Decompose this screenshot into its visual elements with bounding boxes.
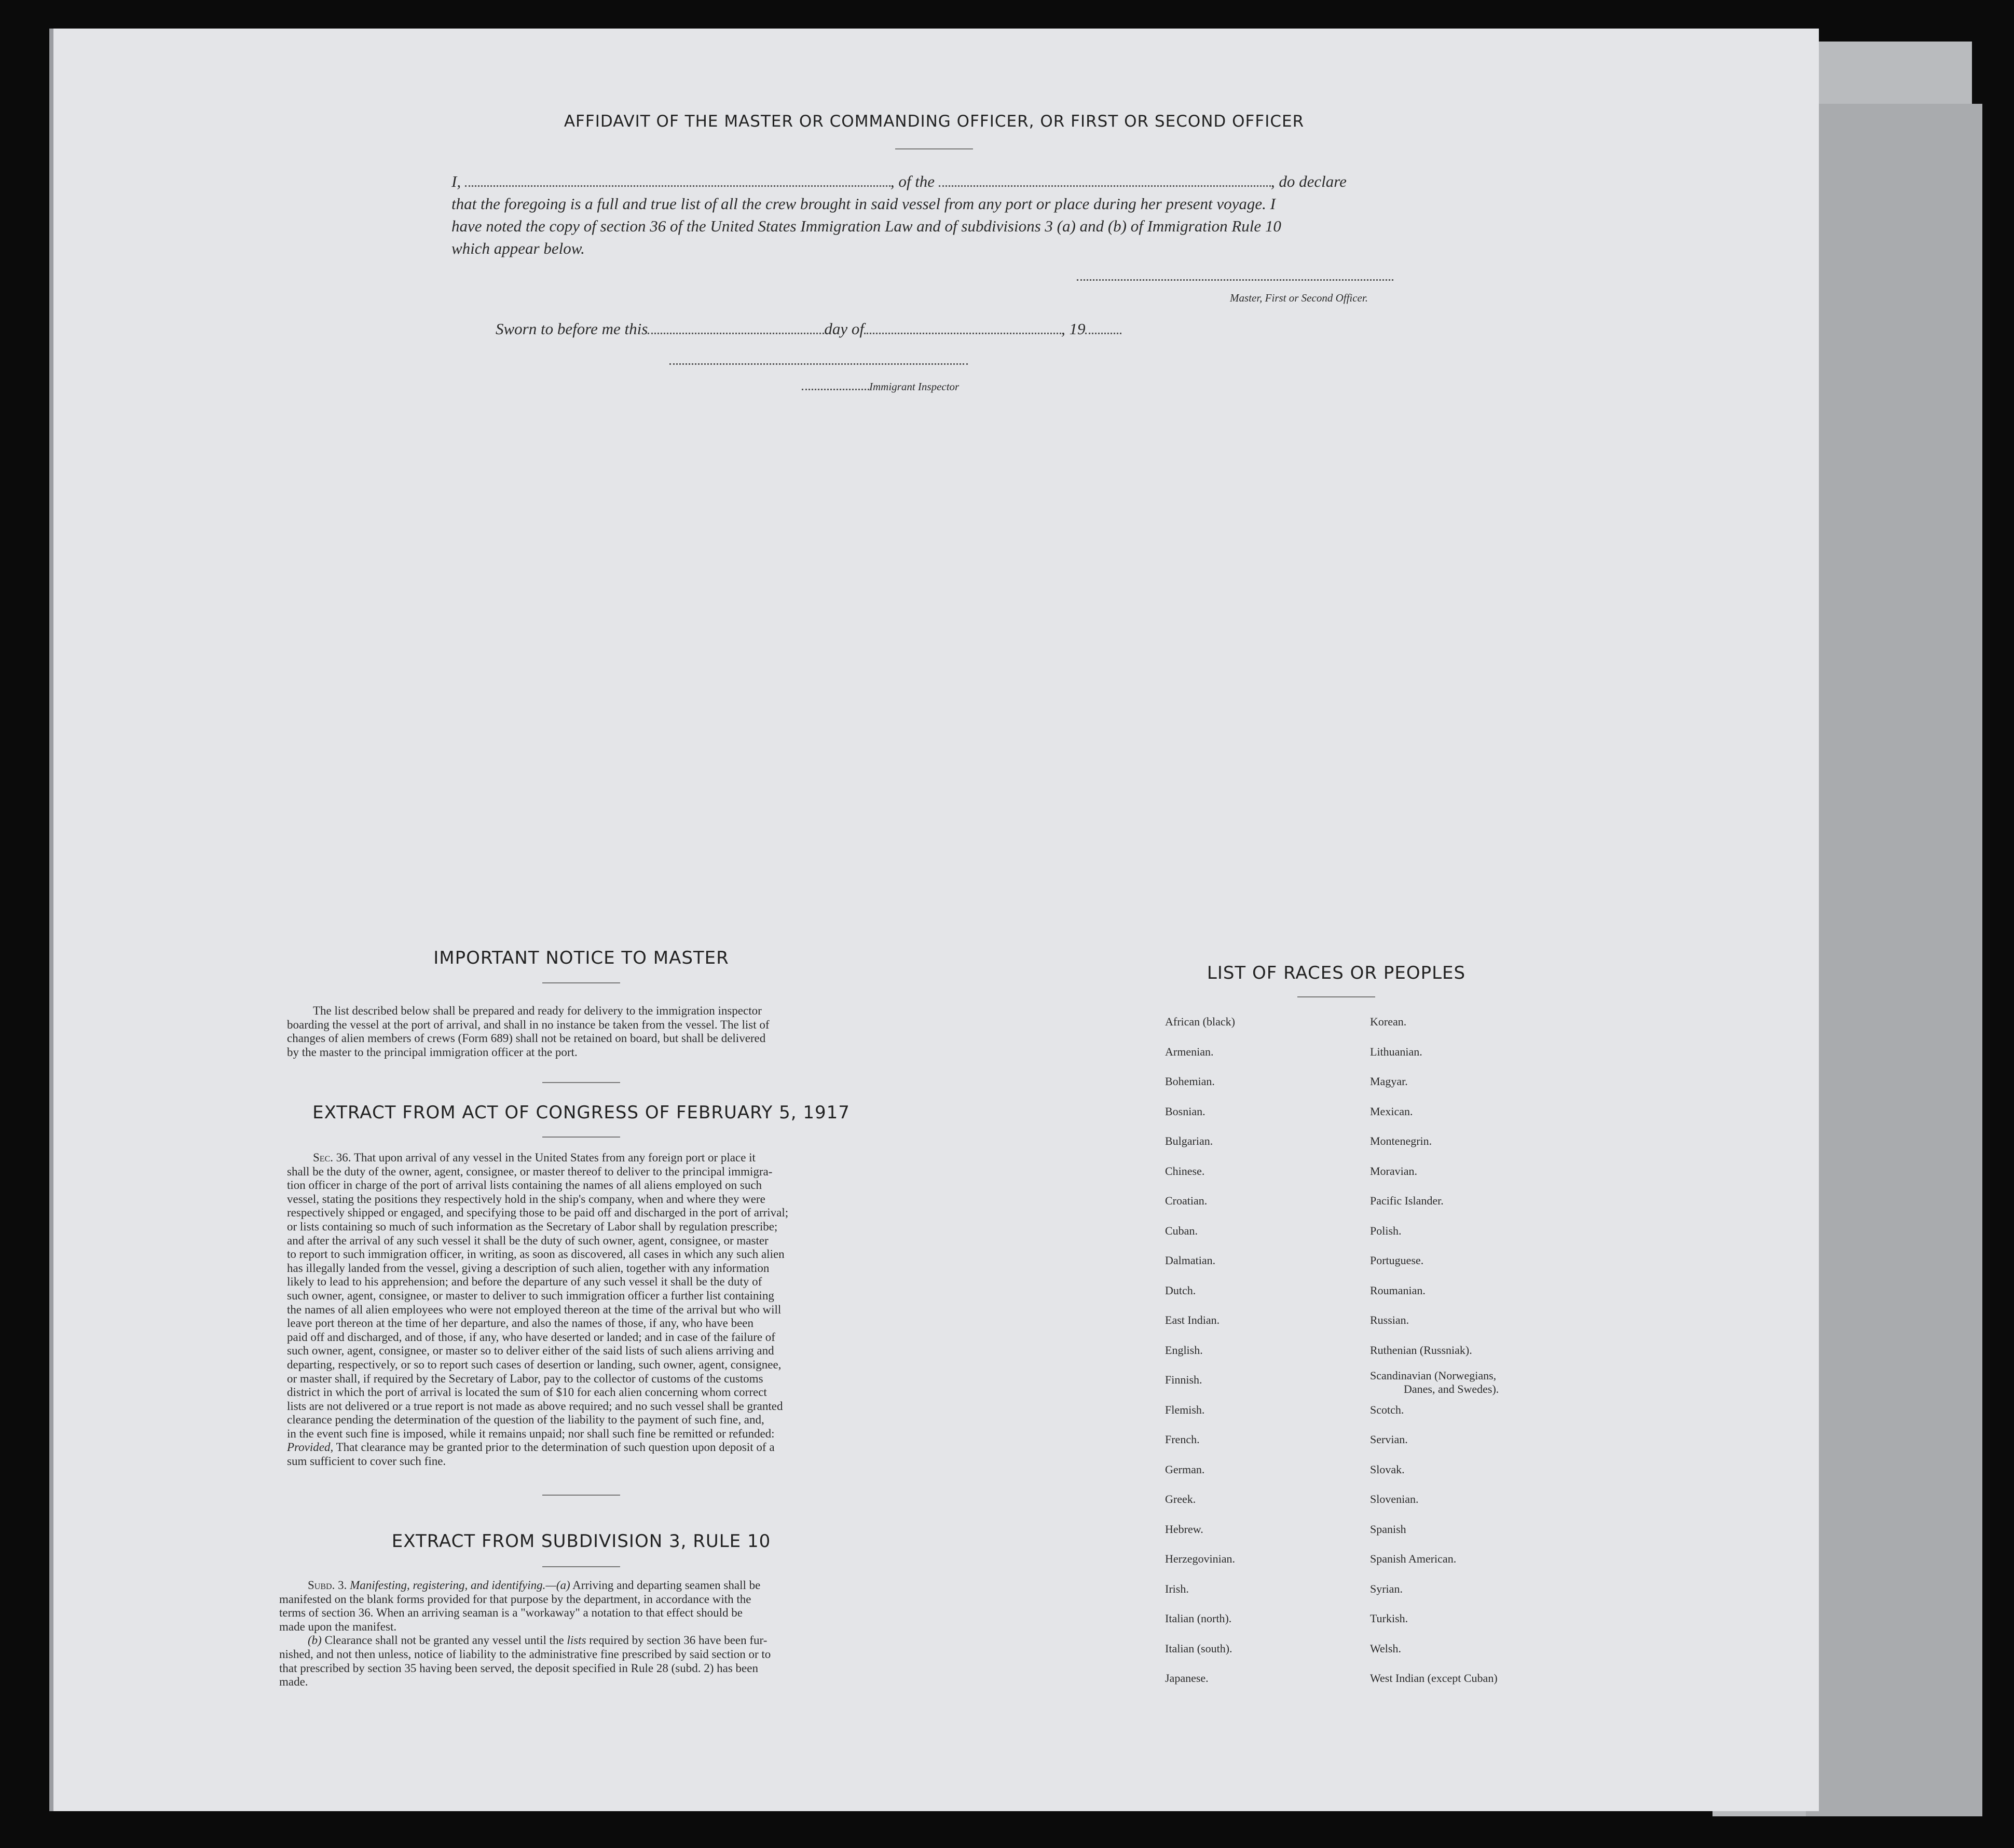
race-item: Herzegovinian. [1165, 1552, 1235, 1565]
race-item: Hebrew. [1165, 1522, 1203, 1536]
race-item: Italian (south). [1165, 1641, 1232, 1655]
act-line: clearance pending the determination of the question of the liability to the payment of such fine, and, [287, 1413, 764, 1427]
act-line: leave port thereon at the time of her departure, and also the names of those, if any, who have been [287, 1317, 753, 1330]
act-underline [542, 1137, 620, 1138]
race-item-scandinavian [1370, 1365, 1499, 1395]
race-item: Scandinavian (Norwegians, [1370, 1369, 1497, 1382]
sworn-day-field[interactable] [648, 333, 824, 334]
inspector-name-field[interactable] [802, 389, 869, 390]
officer-signature-field[interactable] [1077, 279, 1393, 281]
b-first-line [279, 1634, 876, 1648]
race-item: German. [1165, 1462, 1205, 1476]
inspector-signature-field[interactable] [669, 363, 968, 365]
race-item: Korean. [1370, 1015, 1407, 1028]
race-item: East Indian. [1165, 1313, 1220, 1326]
notice-line: changes of alien members of crews (Form 689) shall not be retained on board, but shall be delivered [287, 1032, 766, 1045]
act-provided-line [287, 1441, 876, 1455]
race-item: English. [1165, 1343, 1203, 1357]
act-line: such owner, agent, consignee, or master to deliver to such immigration officer a further list containing [287, 1289, 774, 1302]
race-item: Slovak. [1370, 1462, 1405, 1476]
race-item: Finnish. [1165, 1373, 1202, 1386]
notice-title: IMPORTANT NOTICE TO MASTER [433, 948, 729, 968]
rule-line: made. [279, 1675, 308, 1689]
provided-word: Provided, [287, 1441, 334, 1454]
sworn-label: Sworn to before me this [496, 320, 648, 338]
rule-line: manifested on the blank forms provided for that purpose by the department, in accordance with the [279, 1592, 751, 1606]
of-the-label: , of the [890, 172, 935, 190]
races-underline [1297, 996, 1375, 997]
act-line: the names of all alien employees who were not employed thereon at the time of the arrival but who will [287, 1303, 782, 1316]
underlying-sheet-shadow [1806, 104, 1982, 1816]
race-item: Croatian. [1165, 1194, 1208, 1207]
notice-line: boarding the vessel at the port of arrival, and shall in no instance be taken from the vessel. The list of [287, 1018, 770, 1031]
inspector-caption: Immigrant Inspector [869, 380, 960, 393]
race-item: West Indian (except Cuban) [1370, 1672, 1498, 1685]
race-item: Greek. [1165, 1493, 1196, 1505]
race-item: Spanish American. [1370, 1552, 1457, 1565]
race-item: Magyar. [1370, 1075, 1408, 1088]
rule-line: Arriving and departing seamen shall be [572, 1579, 761, 1592]
rule-line: required by section 36 have been fur- [589, 1634, 768, 1647]
declaration-line-4: which appear below. [451, 239, 585, 257]
race-item: African (black) [1165, 1015, 1235, 1028]
rule-line: Clearance shall not be granted any vessel until the [324, 1634, 564, 1647]
act-line: in the event such fine is imposed, while it remains unpaid; nor shall such fine be remitted or refunded: [287, 1427, 775, 1440]
race-item: Armenian. [1165, 1045, 1214, 1058]
section-label: Sec. 36. [313, 1151, 351, 1164]
race-item: Spanish [1370, 1522, 1406, 1536]
act-separator [542, 1495, 620, 1496]
rule-line: that prescribed by section 35 having been served, the deposit specified in Rule 28 (subd. 2) has been [279, 1661, 758, 1675]
race-item: Roumanian. [1370, 1283, 1426, 1297]
act-first-line [287, 1151, 876, 1165]
act-text [287, 1151, 876, 1469]
race-item: Italian (north). [1165, 1612, 1232, 1625]
sworn-year-field[interactable] [1085, 333, 1121, 334]
race-item: Cuban. [1165, 1224, 1198, 1237]
race-item: Servian. [1370, 1433, 1408, 1446]
race-item-continuation: Danes, and Swedes). [1404, 1382, 1499, 1395]
race-item: Bulgarian. [1165, 1134, 1213, 1147]
act-line: likely to lead to his apprehension; and before the departure of any such vessel it shall be the duty of [287, 1275, 762, 1289]
officer-signature-caption: Master, First or Second Officer. [1230, 292, 1368, 304]
races-left-column [1165, 1007, 1235, 1693]
race-item: Syrian. [1370, 1582, 1403, 1595]
act-title: EXTRACT FROM ACT OF CONGRESS OF FEBRUARY 5, 1917 [312, 1102, 850, 1123]
race-item: Irish. [1165, 1582, 1189, 1595]
lists-word: lists [567, 1634, 586, 1647]
notice-separator [542, 1082, 620, 1083]
subdivision-label: Subd. 3. [308, 1579, 347, 1592]
declarant-name-field[interactable] [465, 185, 890, 187]
subdivision-heading: Manifesting, registering, and identifying.—(a) [350, 1579, 570, 1592]
act-line: lists are not delivered or a true report is not made as above required; and no such vessel shall be granted [287, 1399, 783, 1413]
act-line: district in which the port of arrival is located the sum of $10 for each alien concerning whom correct [287, 1386, 767, 1399]
race-item: Scotch. [1370, 1403, 1404, 1416]
inspector-line [802, 380, 959, 393]
rule-underline [542, 1566, 620, 1567]
act-line: or master shall, if required by the Secretary of Labor, pay to the collector of customs of the customs [287, 1372, 763, 1385]
race-item: Portuguese. [1370, 1254, 1424, 1267]
act-line: vessel, stating the positions they respectively hold in the ship's company, when and where they were [287, 1192, 765, 1206]
rule-line: terms of section 36. When an arriving seaman is a "workaway" a notation to that effect should be [279, 1606, 743, 1620]
rule-line: nished, and not then unless, notice of liability to the administrative fine prescribed by said section or to [279, 1647, 771, 1661]
act-line: shall be the duty of the owner, agent, consignee, or master thereof to deliver to the principal immigra- [287, 1165, 773, 1178]
notice-text [287, 1004, 876, 1059]
rule-line: made upon the manifest. [279, 1620, 397, 1633]
act-line: That clearance may be granted prior to the determination of such question upon deposit of a [336, 1441, 775, 1454]
do-declare-label: , do declare [1270, 172, 1347, 190]
b-label: (b) [308, 1634, 322, 1647]
sworn-month-field[interactable] [864, 333, 1061, 334]
race-item: Slovenian. [1370, 1493, 1419, 1505]
act-line: or lists containing so much of such information as the Secretary of Labor shall by regulation prescribe; [287, 1220, 778, 1233]
affidavit-title: AFFIDAVIT OF THE MASTER OR COMMANDING OFFICER, OR FIRST OR SECOND OFFICER [564, 112, 1305, 131]
notice-line: by the master to the principal immigration officer at the port. [287, 1045, 578, 1059]
race-item: Lithuanian. [1370, 1045, 1422, 1058]
race-item: Welsh. [1370, 1641, 1401, 1655]
race-item: Mexican. [1370, 1104, 1413, 1118]
declarant-label: I, [451, 172, 461, 190]
declaration-line-2: that the foregoing is a full and true list of all the crew brought in said vessel from any port or place during her present voyage. I [451, 195, 1276, 213]
notice-line: The list described below shall be prepared and ready for delivery to the immigration inspector [313, 1004, 762, 1017]
act-line: to report to such immigration officer, in writing, as soon as discovered, all cases in which any such alien [287, 1248, 785, 1261]
act-line: paid off and discharged, and of those, if any, who have deserted or landed; and in case of the failure of [287, 1330, 775, 1344]
race-item: Ruthenian (Russniak). [1370, 1343, 1472, 1357]
act-line: has illegally landed from the vessel, giving a description of such alien, together with any information [287, 1261, 770, 1275]
race-item: Dalmatian. [1165, 1254, 1216, 1267]
race-item: Turkish. [1370, 1612, 1408, 1625]
race-item: Montenegrin. [1370, 1134, 1432, 1147]
race-item: Flemish. [1165, 1403, 1205, 1416]
races-title: LIST OF RACES OR PEOPLES [1207, 963, 1466, 983]
notice-underline [542, 982, 620, 983]
vessel-name-field[interactable] [939, 185, 1271, 187]
race-item: Chinese. [1165, 1164, 1205, 1178]
rule-text [279, 1579, 876, 1689]
act-line: That upon arrival of any vessel in the United States from any foreign port or place it [353, 1151, 756, 1164]
act-line: sum sufficient to cover such fine. [287, 1455, 446, 1468]
race-item: Moravian. [1370, 1164, 1418, 1178]
rule-title: EXTRACT FROM SUBDIVISION 3, RULE 10 [391, 1531, 771, 1552]
declaration-line-3: have noted the copy of section 36 of the United States Immigration Law and of subdivisions 3 (a) and (b) of Immigration Rule 10 [451, 217, 1281, 235]
declaration-line-1 [451, 171, 1432, 192]
race-item: Russian. [1370, 1313, 1409, 1326]
title-underline [895, 148, 973, 149]
act-line: such owner, agent, consignee, or master so to deliver either of the said lists of such aliens arriving and [287, 1344, 774, 1358]
year-label: , 19 [1061, 320, 1086, 338]
act-line: and after the arrival of any such vessel it shall be the duty of such owner, agent, consignee, or master [287, 1234, 769, 1247]
race-item: Polish. [1370, 1224, 1402, 1237]
act-line: respectively shipped or engaged, and specifying those to be paid off and discharged in the port of arrival; [287, 1206, 789, 1220]
race-item: Bosnian. [1165, 1104, 1205, 1118]
races-right-column [1370, 1007, 1499, 1693]
subd-first-line [279, 1579, 876, 1593]
act-line: departing, respectively, or so to report such cases of desertion or landing, such owner, agent, consignee, [287, 1358, 782, 1371]
race-item: Dutch. [1165, 1283, 1196, 1297]
race-item: Pacific Islander. [1370, 1194, 1444, 1207]
day-of-label: day of [824, 320, 864, 338]
race-item: Japanese. [1165, 1672, 1209, 1685]
sworn-line [496, 319, 1121, 339]
race-item: French. [1165, 1433, 1200, 1446]
act-line: tion officer in charge of the port of arrival lists containing the names of all aliens employed on such [287, 1179, 762, 1192]
race-item: Bohemian. [1165, 1075, 1215, 1088]
